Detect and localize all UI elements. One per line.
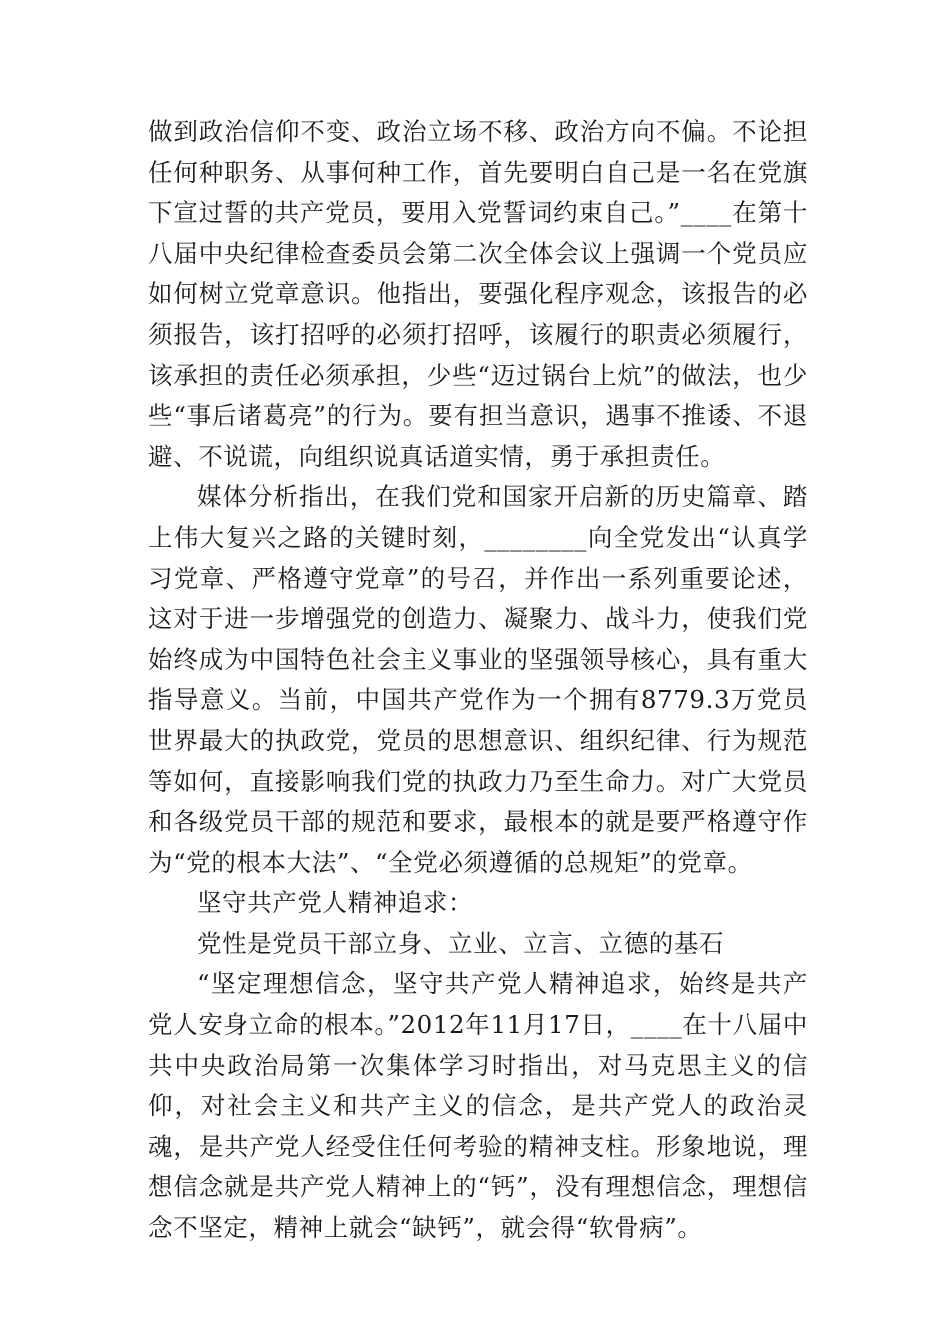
paragraph-continuation: 做到政治信仰不变、政治立场不移、政治方向不偏。不论担任何种职务、从事何种工作，首先要明白自己是一名在党旗下宣过誓的共产党员，要用入党誓词约束自己。”____在第十八届中央纪律检查委员会第二次全体会议上强调一个党员应如何树立党章意识。他指出，要强化程序观念，该报告的必须报告，该打招呼的必须打招呼，该履行的职责必须履行，该承担的责任必须承担，少些“迈过锅台上炕”的做法，也少些“事后诸葛亮”的行为。要有担当意识，遇事不推诿、不退避、不说谎，向组织说真话道实情，勇于承担责任。 (148, 117, 808, 471)
paragraph-ideals: “坚定理想信念，坚守共产党人精神追求，始终是共产党人安身立命的根本。”2012年11月17日，____在十八届中共中央政治局第一次集体学习时指出，对马克思主义的信仰，对社会主义和共产主义的信念，是共产党人的政治灵魂，是共产党人经受住任何考验的精神支柱。形象地说，理想信念就是共产党人精神上的“钙”，没有理想信念，理想信念不坚定，精神上就会“缺钙”，就会得“软骨病”。 (148, 969, 808, 1243)
document-body (148, 112, 808, 1249)
section-heading: 坚守共产党人精神追求： (197, 888, 474, 918)
paragraph-media-analysis: 媒体分析指出，在我们党和国家开启新的历史篇章、踏上伟大复兴之路的关键时刻，________向全党发出“认真学习党章、严格遵守党章”的号召，并作出一系列重要论述，这对于进一步增强党的创造力、凝聚力、战斗力，使我们党始终成为中国特色社会主义事业的坚强领导核心，具有重大指导意义。当前，中国共产党作为一个拥有8779.3万党员世界最大的执政党，党员的思想意识、组织纪律、行为规范等如何，直接影响我们党的执政力乃至生命力。对广大党员和各级党员干部的规范和要求，最根本的就是要严格遵守作为“党的根本大法”、“全党必须遵循的总规矩”的党章。 (148, 482, 808, 877)
section-subheading: 党性是党员干部立身、立业、立言、立德的基石 (197, 928, 725, 958)
